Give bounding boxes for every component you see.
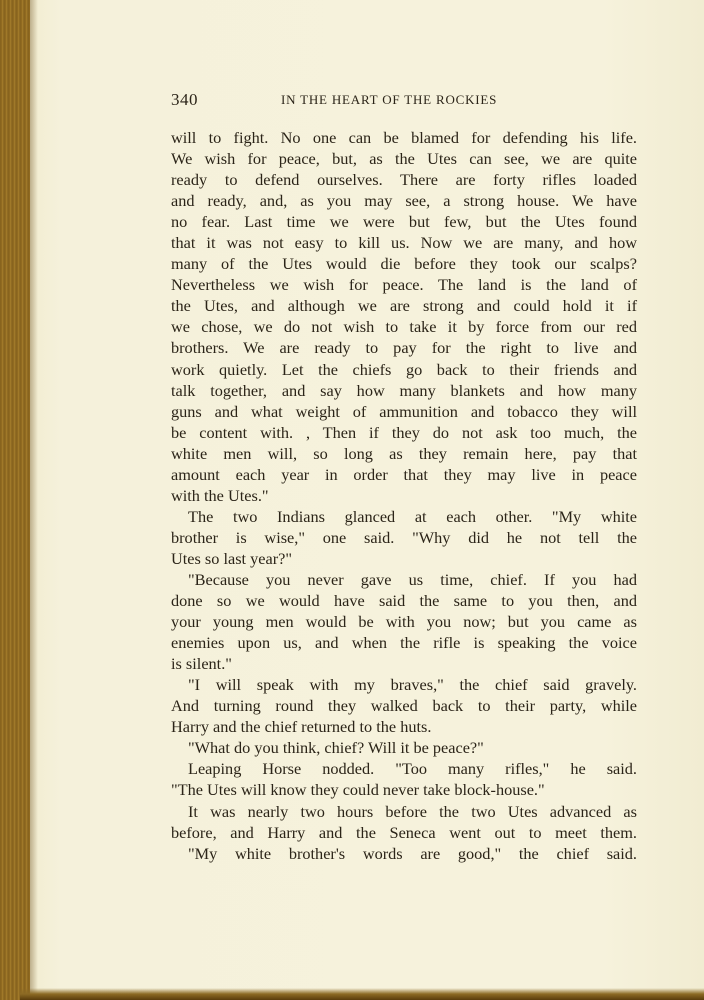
text-line: before, and Harry and the Seneca went out to meet them. bbox=[171, 822, 637, 842]
text-line: "Because you never gave us time, chief. If you had bbox=[188, 569, 637, 589]
text-line: your young men would be with you now; but you came as bbox=[171, 612, 637, 632]
text-line: work quietly. Let the chiefs go back to their friends and bbox=[171, 359, 637, 379]
text-line: Nevertheless we wish for peace. The land is the land of bbox=[171, 275, 637, 295]
text-line: "My white brother's words are good," the chief said. bbox=[188, 843, 637, 863]
text-line: talk together, and say how many blankets and how many bbox=[171, 380, 637, 400]
body-text bbox=[171, 127, 637, 864]
book-binding bbox=[0, 0, 30, 1000]
binding-shadow bbox=[30, 0, 38, 1000]
text-line: brother is wise," one said. "Why did he not tell the bbox=[171, 527, 637, 547]
text-line: no fear. Last time we were but few, but the Utes found bbox=[171, 212, 637, 232]
text-line: ready to defend ourselves. There are forty rifles loaded bbox=[171, 170, 637, 190]
text-line: white men will, so long as they remain here, pay that bbox=[171, 443, 637, 463]
text-line: "What do you think, chief? Will it be peace?" bbox=[188, 738, 484, 758]
text-line: "I will speak with my braves," the chief said gravely. bbox=[188, 675, 637, 695]
text-line: that it was not easy to kill us. Now we are many, and how bbox=[171, 233, 637, 253]
text-line: be content with. , Then if they do not ask too much, the bbox=[171, 422, 637, 442]
text-line: is silent." bbox=[171, 654, 232, 674]
text-line: And turning round they walked back to their party, while bbox=[171, 696, 637, 716]
text-line: We wish for peace, but, as the Utes can see, we are quite bbox=[171, 149, 637, 169]
text-line: The two Indians glanced at each other. "My white bbox=[188, 506, 637, 526]
text-line: guns and what weight of ammunition and tobacco they will bbox=[171, 401, 637, 421]
text-line: enemies upon us, and when the rifle is speaking the voice bbox=[171, 633, 637, 653]
text-line: It was nearly two hours before the two Utes advanced as bbox=[188, 801, 637, 821]
text-line: the Utes, and although we are strong and could hold it if bbox=[171, 296, 637, 316]
page-number: 340 bbox=[171, 90, 198, 109]
page-header bbox=[171, 90, 641, 112]
page-bottom-edge bbox=[20, 988, 704, 1000]
running-head: IN THE HEART OF THE ROCKIES bbox=[281, 92, 498, 107]
text-line: Leaping Horse nodded. "Too many rifles," he said. bbox=[188, 759, 637, 779]
text-line: with the Utes." bbox=[171, 485, 269, 505]
text-line: Harry and the chief returned to the huts. bbox=[171, 717, 432, 737]
text-line: Utes so last year?" bbox=[171, 548, 293, 568]
text-line: and ready, and, as you may see, a strong house. We have bbox=[171, 191, 637, 211]
text-line: done so we would have said the same to you then, and bbox=[171, 591, 637, 611]
text-line: "The Utes will know they could never take block-house." bbox=[171, 780, 545, 800]
text-line: we chose, we do not wish to take it by force from our red bbox=[171, 317, 637, 337]
text-line: amount each year in order that they may live in peace bbox=[171, 464, 637, 484]
text-line: brothers. We are ready to pay for the right to live and bbox=[171, 338, 637, 358]
text-line: many of the Utes would die before they took our scalps? bbox=[171, 254, 637, 274]
text-line: will to fight. No one can be blamed for defending his life. bbox=[171, 128, 637, 147]
